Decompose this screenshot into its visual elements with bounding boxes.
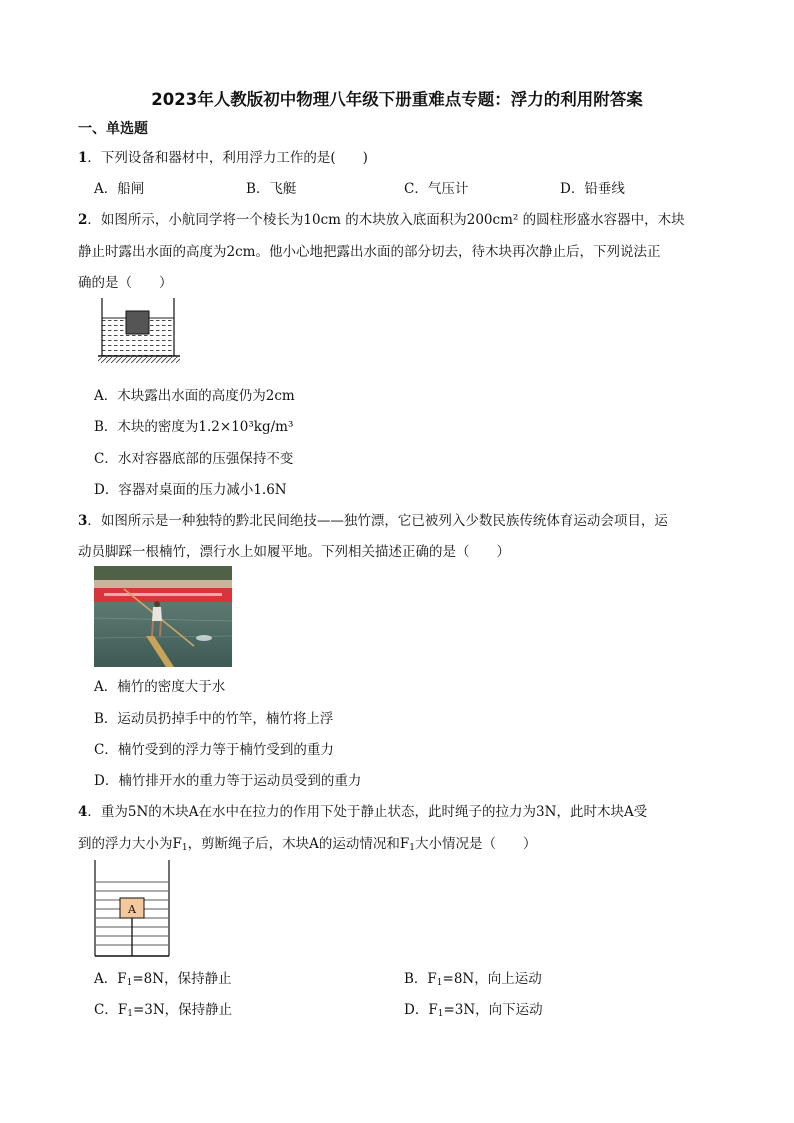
photo-athlete-head — [154, 601, 160, 607]
q2-ground-hatch — [98, 357, 180, 363]
photo-stands — [94, 580, 232, 588]
q4-option-d-sub: 1 — [437, 1009, 444, 1019]
q3-number: 3 — [78, 513, 88, 529]
photo-trees — [94, 566, 232, 580]
q4-option-a-sub: 1 — [126, 978, 133, 988]
q3-option-c[interactable]: C．楠竹受到的浮力等于楠竹受到的重力 — [94, 742, 334, 758]
photo-splash — [196, 635, 212, 641]
q2-stem-line-3: 确的是（ ） — [78, 275, 173, 291]
q2-stem-text-1: ．如图所示，小航同学将一个棱长为10cm 的木块放入底面积为200cm² 的圆柱形盛水容器中，木块 — [87, 212, 685, 228]
q4-option-c-pre: C．F — [94, 1002, 128, 1018]
q4-option-c[interactable] — [94, 998, 232, 1019]
q4-block-label: A — [128, 903, 136, 916]
q3-option-d[interactable]: D．楠竹排开水的重力等于运动员受到的重力 — [94, 773, 362, 789]
q4-option-c-sub: 1 — [127, 1009, 133, 1019]
photo-athlete-body — [152, 607, 162, 621]
q2-option-b[interactable]: B．木块的密度为1.2×10³kg/m³ — [94, 419, 294, 435]
q4-number: 4 — [78, 804, 88, 820]
q1-option-c[interactable]: C．气压计 — [404, 181, 469, 197]
q4-stem-line-2 — [78, 832, 536, 853]
q4-option-b-sub: 1 — [436, 978, 443, 988]
q1-option-b[interactable]: B．飞艇 — [246, 181, 297, 197]
q2-number: 2 — [78, 212, 88, 228]
q4-option-a[interactable] — [94, 967, 232, 988]
q4-option-b-pre: B．F — [404, 971, 437, 987]
q2-container-figure — [96, 298, 180, 366]
q2-option-c[interactable]: C．水对容器底部的压强保持不变 — [94, 451, 294, 467]
page-title: 2023年人教版初中物理八年级下册重难点专题：浮力的利用附答案 — [151, 90, 643, 109]
q4-stem-sub-1: 1 — [181, 843, 188, 853]
q4-option-b-post: =8N，向上运动 — [442, 971, 542, 987]
q4-option-c-post: =3N，保持静止 — [132, 1002, 233, 1018]
q4-stem-sub-2: 1 — [409, 843, 415, 853]
q1-option-d[interactable]: D．铅垂线 — [560, 181, 625, 197]
q1-stem-text: ．下列设备和器材中，利用浮力工作的是( ) — [87, 150, 368, 166]
q4-option-b[interactable] — [404, 967, 542, 988]
q4-stem-text-2c: 大小情况是（ ） — [414, 836, 537, 852]
q4-stem-text-2b: ，剪断绳子后，木块A的运动情况和F — [187, 836, 410, 852]
q4-option-d-post: =3N，向下运动 — [443, 1002, 543, 1018]
q4-stem-text-2a: 到的浮力大小为F — [78, 836, 182, 852]
q2-option-a[interactable]: A．木块露出水面的高度仍为2cm — [94, 388, 295, 404]
q3-option-b[interactable]: B．运动员扔掉手中的竹竿，楠竹将上浮 — [94, 711, 334, 727]
q4-option-a-pre: A．F — [94, 971, 127, 987]
section-heading: 一、单选题 — [78, 121, 148, 137]
q3-stem-text-1: ．如图所示是一种独特的黔北民间绝技——独竹漂，它已被列入少数民族传统体育运动会项目，运 — [87, 513, 668, 529]
q1-stem — [78, 146, 368, 166]
q3-option-a[interactable]: A．楠竹的密度大于水 — [94, 679, 226, 695]
q3-stem-line-1 — [78, 509, 668, 529]
q2-stem-line-2: 静止时露出水面的高度为2cm。他小心地把露出水面的部分切去，待木块再次静止后，下列说法正 — [78, 244, 661, 260]
q4-option-a-post: =8N，保持静止 — [132, 971, 232, 987]
q4-stem-line-1 — [78, 800, 647, 820]
q2-stem-line-1 — [78, 208, 685, 228]
q3-stem-line-2: 动员脚踩一根楠竹，漂行水上如履平地。下列相关描述正确的是（ ） — [78, 544, 510, 560]
q3-photo — [94, 566, 232, 667]
photo-banner-text — [104, 593, 222, 596]
q1-option-a[interactable]: A．船闸 — [94, 181, 145, 197]
q4-container-figure — [94, 860, 170, 958]
q4-option-d[interactable] — [404, 998, 543, 1019]
q2-wood-block — [126, 311, 149, 334]
q2-option-d[interactable]: D．容器对桌面的压力减小1.6N — [94, 482, 287, 498]
q1-number: 1 — [78, 150, 88, 166]
q4-stem-text-1: ．重为5N的木块A在水中在拉力的作用下处于静止状态，此时绳子的拉力为3N，此时木块A受 — [87, 804, 648, 820]
q4-option-d-pre: D．F — [404, 1002, 438, 1018]
